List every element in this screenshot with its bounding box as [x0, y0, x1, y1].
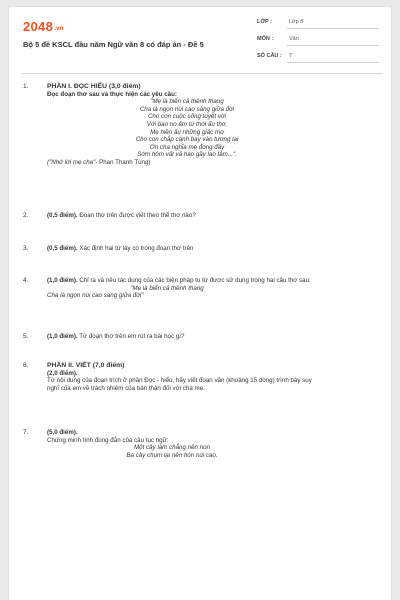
meta-class-label: LỚP :	[257, 19, 272, 25]
meta-subject	[257, 34, 383, 46]
question-5-points: (1,0 điểm).	[47, 333, 78, 340]
proverb-line-2: Ba cây chụm lại nên hòn núi cao.	[126, 451, 218, 459]
poem-source	[47, 159, 383, 167]
question-6-number: 6.	[23, 362, 29, 369]
header-divider	[21, 73, 383, 74]
poem-source-title: ("Nhớ lời mẹ cha"	[47, 158, 96, 166]
question-2-points: (0,5 điểm).	[47, 212, 78, 219]
poem-line: Cho con chắp cánh bay vào tương lai	[135, 136, 239, 144]
question-6	[47, 362, 383, 392]
question-4-text: Chỉ ra và nêu tác dụng của các biện pháp tu từ được sử dụng trong hai câu thơ sau:	[79, 277, 311, 284]
poem-line: Với bao no ấm từ thời ấu thơ.	[146, 120, 228, 128]
question-4-quote-line-1: "Mẹ là biển cả thênh thang	[130, 284, 204, 292]
poem-source-author: - Phan Thanh Tùng)	[95, 158, 151, 166]
question-3-text: Xác định hai từ láy có trong đoạn thơ trên	[79, 245, 194, 252]
question-4-quote-line-2: Cha là ngọn núi cao sang giữa đời"	[47, 292, 144, 300]
question-4-number: 4.	[23, 277, 29, 284]
meta-class	[257, 17, 383, 29]
question-3	[47, 245, 383, 253]
meta-count-value: 7	[287, 53, 379, 63]
question-2-text: Đoạn thơ trên được viết theo thể thơ nào?	[79, 212, 196, 219]
question-5	[47, 333, 383, 341]
logo-main: 2048	[23, 19, 54, 34]
document-sheet	[8, 6, 392, 600]
poem-line: Sớm hôm vất vả hao gầy lao tâm...".	[137, 151, 237, 159]
question-4-points: (1,0 điểm).	[47, 277, 78, 284]
question-7-points: (5,0 điểm).	[47, 429, 78, 436]
question-1-instruction: Đọc đoạn thơ sau và thực hiện các yêu cầu:	[47, 90, 177, 98]
question-3-points: (0,5 điểm).	[47, 245, 78, 252]
question-3-number: 3.	[23, 245, 29, 252]
meta-subject-value: Văn	[287, 36, 379, 46]
question-1-number: 1.	[23, 83, 29, 90]
section-1-heading: PHẦN I. ĐỌC HIỂU (3,0 điểm)	[47, 83, 141, 90]
section-2-heading: PHẦN II. VIẾT (7,0 điểm)	[47, 362, 125, 369]
poem-line: Mẹ hiền ấu những giấc mơ	[150, 128, 224, 136]
question-7-number: 7.	[23, 429, 29, 436]
meta-subject-label: MÔN :	[257, 36, 274, 42]
poem-line: Cha là ngọn núi cao sang giữa đời	[139, 105, 235, 113]
question-4	[47, 277, 383, 300]
poem-line: Cho con cuộc sống tuyệt vời	[147, 113, 227, 121]
site-logo[interactable]	[23, 19, 64, 34]
meta-question-count	[257, 51, 383, 63]
logo-suffix: .vn	[54, 26, 64, 32]
question-7	[47, 429, 383, 459]
question-5-text: Từ đoạn thơ trên em rút ra bài học gì?	[79, 333, 185, 340]
poem-line: "Mẹ là biển cả thênh thang	[150, 98, 224, 106]
question-5-number: 5.	[23, 333, 29, 340]
poem-excerpt	[47, 98, 327, 159]
document-title: Bộ 5 đề KSCL đầu năm Ngữ văn 8 có đáp án - Đề 5	[23, 40, 204, 49]
document-header	[9, 7, 393, 73]
question-6-points: (2,0 điểm).	[47, 369, 78, 377]
question-1	[47, 83, 383, 167]
meta-class-value: Lớp 8	[287, 19, 379, 29]
question-7-text: Chứng minh tính đúng đắn của câu tục ngữ:	[47, 436, 169, 444]
question-6-text-line-1: Từ nội dung của đoạn trích ở phần Đọc - hiểu, hãy viết đoạn văn (khoảng 15 dòng) trình bày suy	[47, 377, 312, 385]
meta-count-label: SỐ CÂU :	[257, 53, 282, 59]
proverb-line-1: Một cây làm chẳng nên non	[133, 444, 210, 452]
question-2-number: 2.	[23, 212, 29, 219]
question-6-text-line-2: nghĩ của em về trách nhiệm của bản thân đối với cha mẹ.	[47, 384, 205, 392]
poem-line: Ơn cha nghĩa mẹ đong đầy	[149, 143, 225, 151]
question-2	[47, 212, 383, 220]
question-4-prompt	[47, 277, 383, 285]
